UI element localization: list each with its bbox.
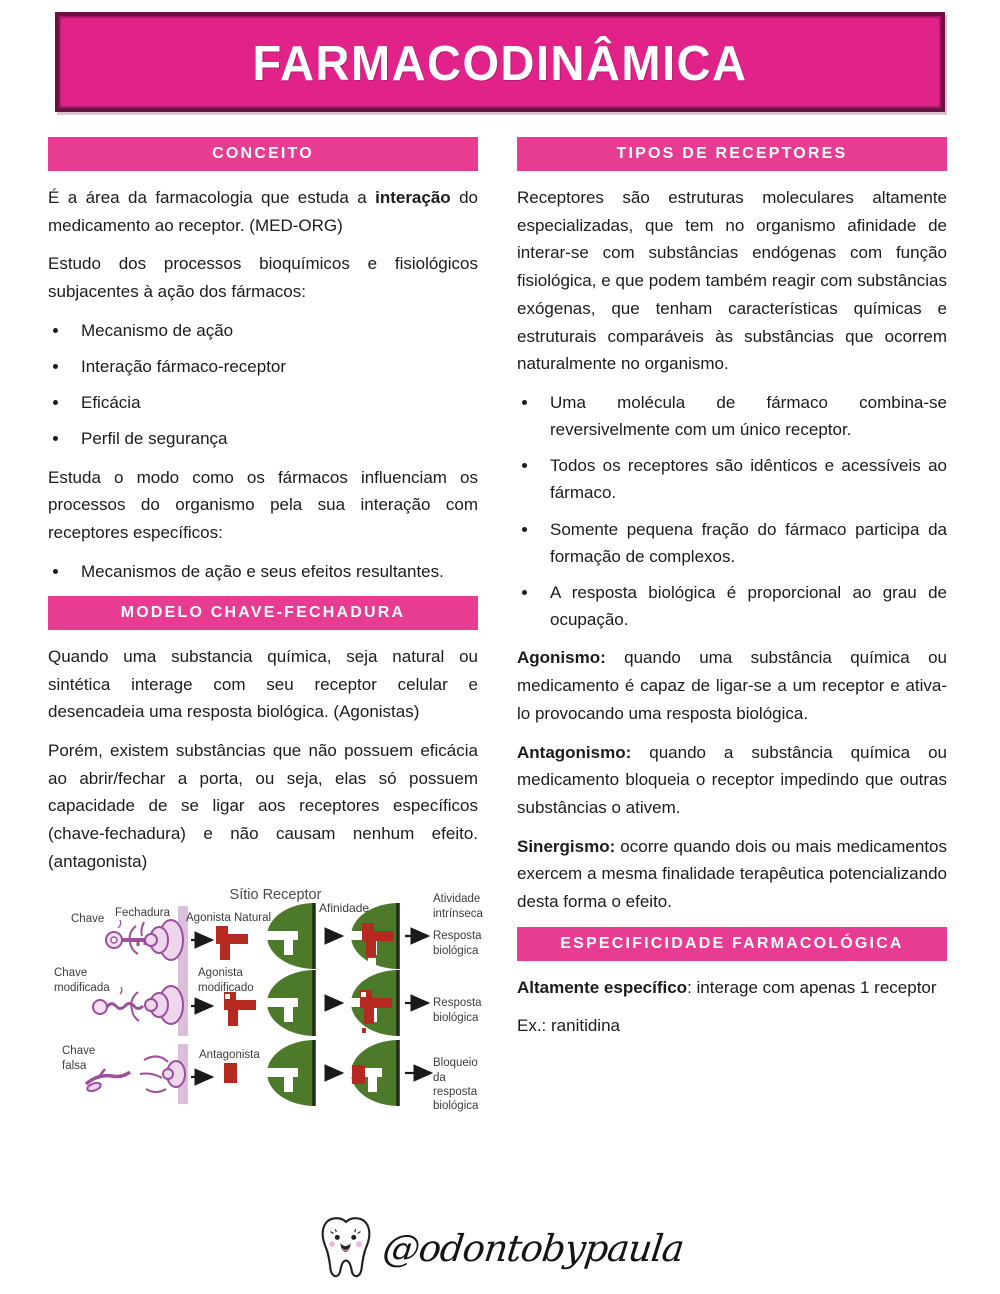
list-item: • Somente pequena fração do fármaco participa da formação de complexos. [539, 516, 947, 570]
diagram-title: Sítio Receptor [229, 887, 322, 904]
section-heading-conceito: CONCEITO [48, 137, 478, 171]
label-afinidade: Afinidade [319, 901, 370, 916]
paragraph-tipos-1: Receptores são estruturas moleculares altamente especializadas, que tem no organismo afinidade de interar-se com substâncias endógenas com função fisiológica, e que podem também reagir com substâncias exógenas, que tenham características químicas e estruturais comparáveis às substâncias que ocorrem naturalmente no organismo. [517, 188, 947, 374]
conceito-bullet-list [48, 317, 478, 453]
conceito-bullet-list-2 [48, 558, 478, 585]
label-fechadura: Fechadura [115, 907, 170, 920]
signature-handle: @odontobypaula [380, 1226, 686, 1270]
label-agonista-natural: Agonista Natural [186, 912, 272, 925]
lock-sketch-row2 [131, 974, 188, 1036]
label-resposta-biologica-2: Resposta biológica [433, 997, 482, 1024]
bold-term: Altamente específico [517, 977, 688, 997]
label-atividade-intrinseca: Atividade intrínseca [433, 893, 483, 920]
agonist-modified-shape [224, 992, 256, 1026]
bold-term: interação [375, 188, 451, 207]
paragraph-conceito-3: Estuda o modo como os fármacos influenciam os processos do organismo pela sua interação com receptores específicos: [48, 467, 478, 542]
list-item: • Interação fármaco-receptor [70, 353, 478, 380]
list-item: • Todos os receptores são idênticos e acessíveis ao fármaco. [539, 452, 947, 506]
paragraph-especificidade-1 [517, 974, 947, 1002]
label-resposta-biologica-1: Resposta biológica [433, 930, 482, 957]
term-agonismo [517, 644, 947, 727]
list-item: • Mecanismo de ação [70, 317, 478, 344]
antagonist-shape [224, 1063, 237, 1083]
right-column [517, 137, 947, 1051]
list-item: • Uma molécula de fármaco combina-se reversivelmente com um único receptor. [539, 389, 947, 443]
lock-sketch-row3 [140, 1044, 188, 1104]
agonist-natural-shape [216, 926, 248, 960]
receptor-free-row2 [267, 970, 315, 1036]
paragraph-modelo-1: Quando uma substancia química, seja natural ou sintética interage com seu receptor celular e desencadeia uma resposta biológica. (Agonistas) [48, 646, 478, 722]
header-banner [55, 12, 945, 112]
tipos-bullet-list [517, 389, 947, 634]
page-title: FARMACODINÂMICA [252, 34, 748, 90]
text-segment: É a área da farmacologia que estuda a [48, 188, 376, 207]
lock-and-key-diagram [48, 886, 488, 1116]
term-sinergismo [517, 833, 947, 916]
list-item: • Perfil de segurança [70, 425, 478, 452]
term-label: Agonismo: [517, 648, 606, 668]
receptor-bound-row2 [351, 970, 399, 1036]
label-antagonista: Antagonista [199, 1049, 260, 1062]
text-segment: do medicamento ao receptor. (MED-ORG) [48, 188, 478, 235]
receptor-free-row3 [267, 1040, 315, 1106]
section-heading-especificidade: ESPECIFICIDADE FARMACOLÓGICA [517, 927, 947, 961]
term-antagonismo [517, 739, 947, 822]
left-column [48, 137, 483, 1116]
label-chave: Chave [71, 913, 105, 926]
paragraph-conceito-2: Estudo dos processos bioquímicos e fisiológicos subjacentes à ação dos fármacos: [48, 254, 478, 302]
term-label: Sinergismo: [517, 836, 616, 856]
text-segment: : interage com apenas 1 receptor [687, 977, 937, 997]
term-definition: ocorre quando dois ou mais medicamentos exercem a mesma finalidade terapêutica potencializando desta forma o efeito. [517, 836, 947, 912]
receptor-bound-row3 [351, 1040, 399, 1106]
term-definition: quando uma substância química ou medicamento é capaz de ligar-se a um receptor e ativa-lo provocando uma resposta biológica. [517, 648, 947, 723]
key-sketch-row1 [106, 920, 146, 948]
list-item: • Eficácia [70, 389, 478, 416]
label-bloqueio: Bloqueio da resposta biológica [433, 1057, 479, 1112]
term-label: Antagonismo: [517, 742, 632, 762]
paragraph-especificidade-2: Ex.: ranitidina [517, 1016, 620, 1036]
label-chave-modificada: Chave modificada [54, 967, 110, 994]
section-heading-tipos: TIPOS DE RECEPTORES [517, 137, 947, 171]
term-definition: quando a substância química ou medicamento bloqueia o receptor impedindo que outras substâncias o ativem. [517, 742, 947, 817]
label-chave-falsa: Chave falsa [62, 1045, 96, 1072]
list-item: • Mecanismos de ação e seus efeitos resultantes. [70, 558, 478, 585]
key-sketch-row3 [86, 1069, 130, 1093]
section-heading-modelo: MODELO CHAVE-FECHADURA [48, 596, 478, 630]
paragraph-modelo-2: Porém, existem substâncias que não possuem eficácia ao abrir/fechar a porta, ou seja, elas só possuem capacidade de se ligar aos receptores específicos (chave-fechadura) e não causam nenhum efeito. (antagonista) [48, 740, 478, 871]
list-item: • A resposta biológica é proporcional ao grau de ocupação. [539, 579, 947, 633]
tooth-icon [317, 1215, 375, 1281]
footer [0, 1208, 1000, 1288]
label-agonista-modificado: Agonista modificado [198, 967, 254, 994]
paragraph-conceito-1 [48, 184, 478, 239]
